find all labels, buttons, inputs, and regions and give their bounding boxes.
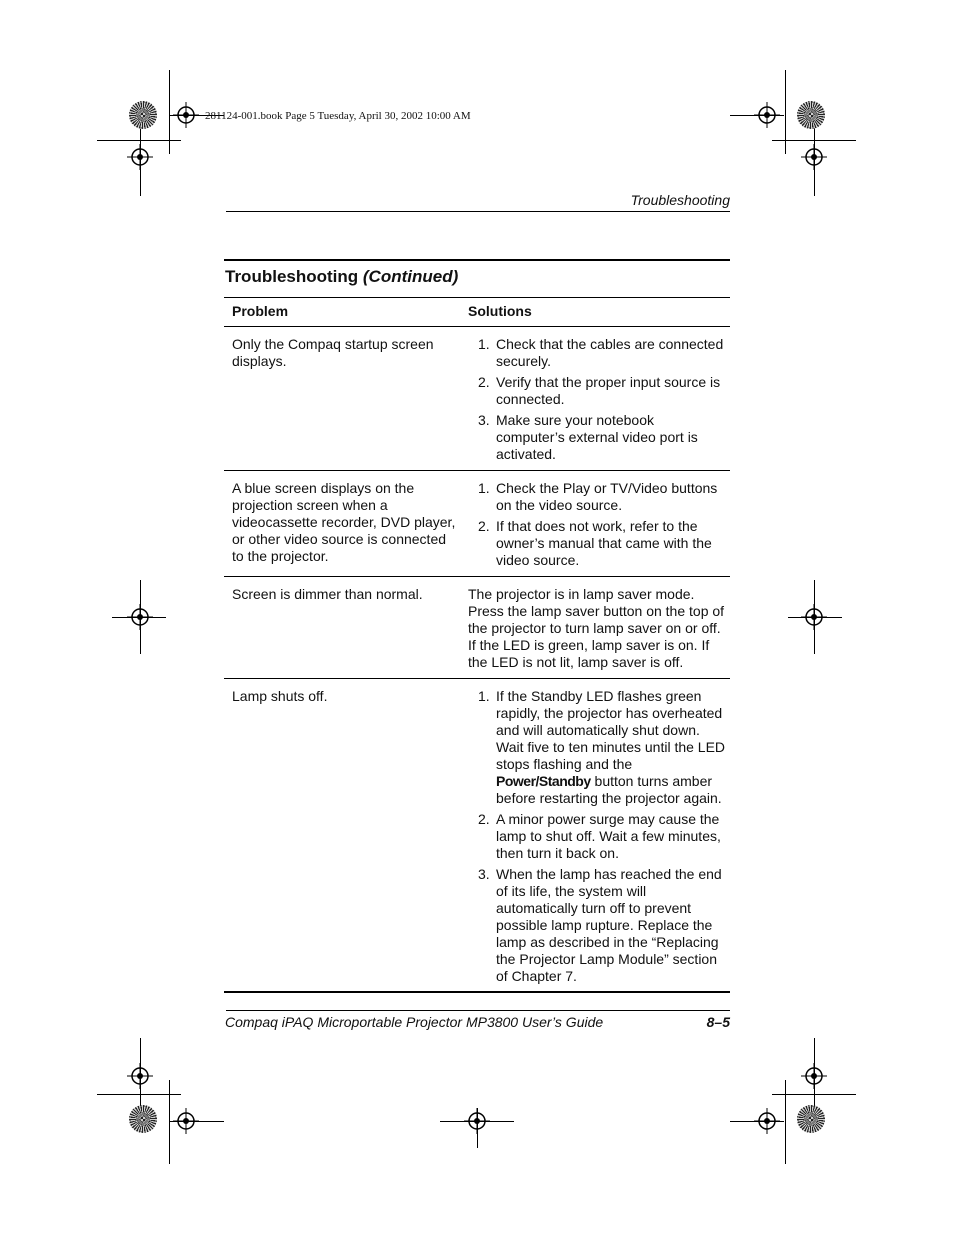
step-text: If that does not work, refer to the owner’s manual that came with the video source. [496, 518, 712, 568]
table-row [224, 471, 730, 577]
table-header-row [224, 298, 730, 327]
solution-step [478, 811, 726, 862]
solution-step [478, 518, 726, 569]
step-text-before: If the Standby LED flashes green rapidly, the projector has overheated and will automatically shut down. Wait five to ten minutes until the LED stops flashing and the [496, 688, 726, 772]
running-head: Troubleshooting [630, 192, 730, 208]
registration-target-icon [173, 1108, 199, 1134]
solution-step [478, 412, 726, 463]
registration-target-icon [801, 1063, 827, 1089]
step-number: 3. [478, 866, 490, 882]
step-number: 2. [478, 811, 490, 827]
registration-target-icon [754, 102, 780, 128]
starburst-target-icon [129, 101, 157, 129]
table-title-text: Troubleshooting [225, 267, 359, 286]
table-row [224, 327, 730, 471]
registration-target-icon [127, 1063, 153, 1089]
power-standby-button-label: Power/Standby [496, 773, 591, 789]
book-slug: 281124-001.book Page 5 Tuesday, April 30, 2002 10:00 AM [205, 110, 471, 122]
solution-steps [468, 336, 726, 463]
solutions-cell [460, 327, 730, 471]
column-header-problem: Problem [224, 298, 460, 327]
solution-step [478, 336, 726, 370]
footer-rule [226, 1010, 730, 1011]
step-text: Verify that the proper input source is connected. [496, 374, 721, 407]
step-number: 1. [478, 480, 490, 496]
step-number: 2. [478, 518, 490, 534]
step-number: 1. [478, 688, 490, 704]
solutions-cell [460, 679, 730, 993]
registration-target-icon [127, 144, 153, 170]
problem-cell: A blue screen displays on the projection screen when a videocassette recorder, DVD player, or other video source is connected to the projector. [224, 471, 460, 577]
step-text: A minor power surge may cause the lamp to shut off. Wait a few minutes, then turn it back on. [496, 811, 721, 861]
page-number: 8–5 [706, 1014, 730, 1030]
starburst-target-icon [129, 1105, 157, 1133]
registration-target-icon [754, 1108, 780, 1134]
header-rule [226, 211, 730, 212]
step-number: 2. [478, 374, 490, 390]
registration-target-icon [801, 144, 827, 170]
table-row [224, 577, 730, 679]
solution-step [478, 374, 726, 408]
step-text-after: button turns amber before restarting the projector again. [496, 773, 722, 806]
table-title [225, 267, 458, 287]
registration-target-icon [127, 604, 153, 630]
table-row [224, 679, 730, 993]
solutions-cell [460, 471, 730, 577]
starburst-target-icon [797, 101, 825, 129]
registration-target-icon [464, 1108, 490, 1134]
solution-step [478, 866, 726, 985]
registration-target-icon [173, 102, 199, 128]
table-title-suffix: (Continued) [362, 267, 459, 286]
step-number: 3. [478, 412, 490, 428]
problem-cell: Only the Compaq startup screen displays. [224, 327, 460, 471]
table-top-rule [224, 259, 730, 261]
problem-cell: Lamp shuts off. [224, 679, 460, 993]
solution-step [478, 480, 726, 514]
solution-step [478, 688, 726, 807]
registration-target-icon [801, 604, 827, 630]
solution-steps [468, 480, 726, 569]
step-text: Check the Play or TV/Video buttons on the video source. [496, 480, 718, 513]
problem-cell: Screen is dimmer than normal. [224, 577, 460, 679]
step-number: 1. [478, 336, 490, 352]
solutions-cell: The projector is in lamp saver mode. Press the lamp saver button on the top of the projector to turn lamp saver on or off. If the LED is green, lamp saver is on. If the LED is not lit, lamp saver is off. [460, 577, 730, 679]
step-text: When the lamp has reached the end of its life, the system will automatically turn off to prevent possible lamp rupture. Replace the lamp as described in the “Replacing the Projector Lamp Module” section of Chapter 7. [496, 866, 722, 984]
column-header-solutions: Solutions [460, 298, 730, 327]
solution-steps [468, 688, 726, 985]
starburst-target-icon [797, 1105, 825, 1133]
step-text: Check that the cables are connected securely. [496, 336, 724, 369]
footer-title: Compaq iPAQ Microportable Projector MP3800 User’s Guide [225, 1014, 604, 1030]
troubleshooting-table [224, 297, 730, 993]
step-text: Make sure your notebook computer’s external video port is activated. [496, 412, 698, 462]
